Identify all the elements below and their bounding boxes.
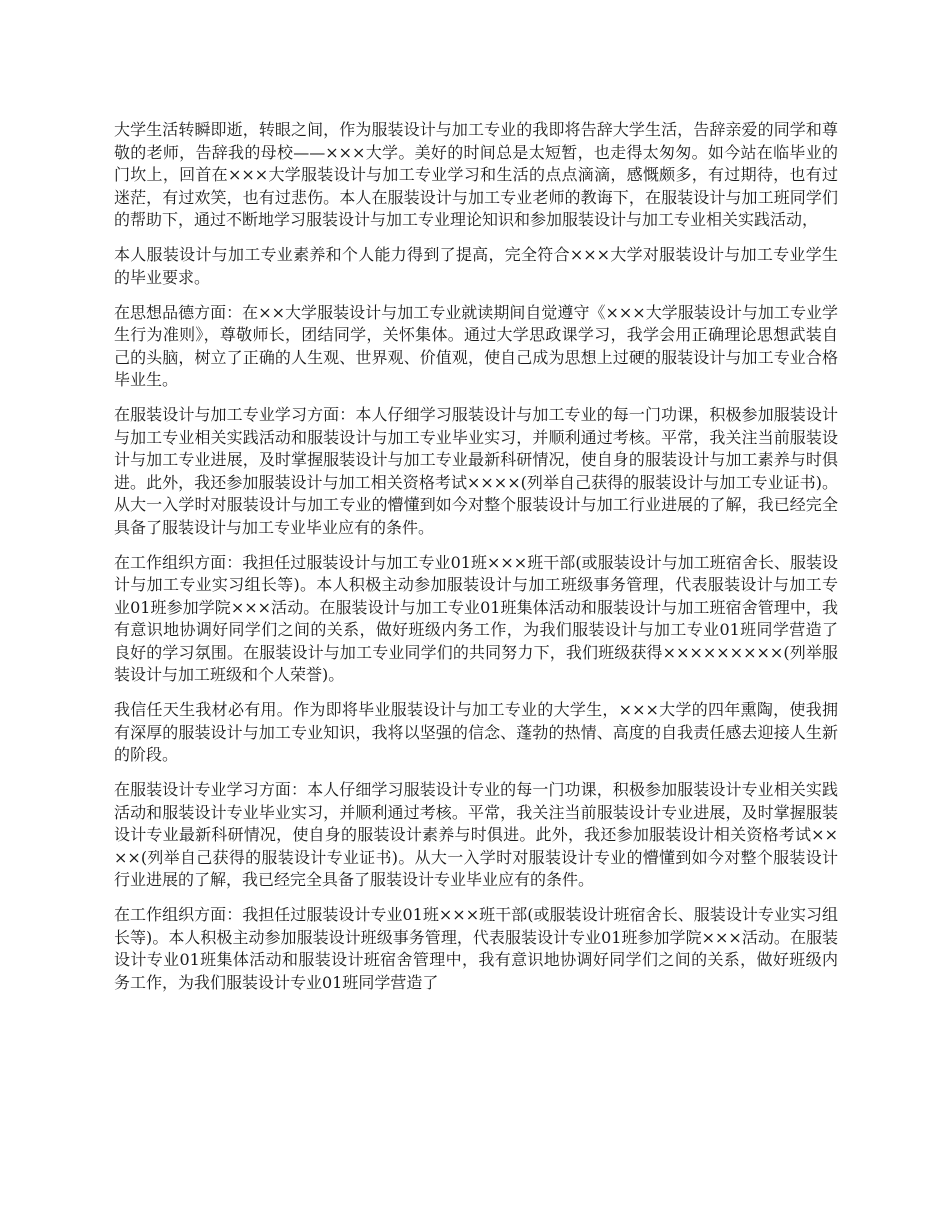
paragraph-intro: 大学生活转瞬即逝，转眼之间，作为服装设计与加工专业的我即将告辞大学生活，告辞亲爱的同学和尊敬的老师，告辞我的母校——×××大学。美好的时间总是太短暂，也走得太匆匆。如今站在临毕业的门坎上，回首在×××大学服装设计与加工专业学习和生活的点点滴滴，感慨颇多，有过期待，也有过迷茫，有过欢笑，也有过悲伤。本人在服装设计与加工专业老师的教诲下，在服装设计与加工班同学们的帮助下，通过不断地学习服装设计与加工专业理论知识和参加服装设计与加工专业相关实践活动， bbox=[114, 120, 838, 229]
paragraph-work-2: 在工作组织方面：我担任过服装设计专业01班×××班干部(或服装设计班宿舍长、服装设计专业实习组长等)。本人积极主动参加服装设计班级事务管理，代表服装设计专业01班参加学院×××活动。在服装设计专业01班集体活动和服装设计班宿舍管理中，我有意识地协调好同学们之间的关系，做好班级内务工作，为我们服装设计专业01班同学营造了 bbox=[114, 905, 838, 992]
paragraph-belief: 我信任天生我材必有用。作为即将毕业服装设计与加工专业的大学生，×××大学的四年熏陶，使我拥有深厚的服装设计与加工专业知识，我将以坚强的信念、蓬勃的热情、高度的自我责任感去迎接人生新的阶段。 bbox=[114, 700, 838, 764]
paragraph-study-2: 在服装设计专业学习方面：本人仔细学习服装设计专业的每一门功课，积极参加服装设计专业相关实践活动和服装设计专业毕业实习，并顺利通过考核。平常，我关注当前服装设计专业进展，及时掌握服装设计专业最新科研情况，使自身的服装设计素养与时俱进。此外，我还参加服装设计相关资格考试××××(列举自己获得的服装设计专业证书)。从大一入学时对服装设计专业的懵懂到如今对整个服装设计行业进展的了解，我已经完全具备了服装设计专业毕业应有的条件。 bbox=[114, 780, 838, 889]
paragraph-qualification: 本人服装设计与加工专业素养和个人能力得到了提高，完全符合×××大学对服装设计与加工专业学生的毕业要求。 bbox=[114, 245, 838, 287]
paragraph-work: 在工作组织方面：我担任过服装设计与加工专业01班×××班干部(或服装设计与加工班宿舍长、服装设计与加工专业实习组长等)。本人积极主动参加服装设计与加工班级事务管理，代表服装设计与加工专业01班参加学院×××活动。在服装设计与加工专业01班集体活动和服装设计与加工班宿舍管理中，我有意识地协调好同学们之间的关系，做好班级内务工作，为我们服装设计与加工专业01班同学营造了良好的学习氛围。在服装设计与加工专业同学们的共同努力下，我们班级获得×××××××××(列举服装设计与加工班级和个人荣誉)。 bbox=[114, 552, 838, 684]
document-body bbox=[114, 119, 838, 1007]
paragraph-ideology: 在思想品德方面：在××大学服装设计与加工专业就读期间自觉遵守《×××大学服装设计与加工专业学生行为准则》，尊敬师长，团结同学，关怀集体。通过大学思政课学习，我学会用正确理论思想武装自己的头脑，树立了正确的人生观、世界观、价值观，使自己成为思想上过硬的服装设计与加工专业合格毕业生。 bbox=[114, 302, 838, 389]
paragraph-study: 在服装设计与加工专业学习方面：本人仔细学习服装设计与加工专业的每一门功课，积极参加服装设计与加工专业相关实践活动和服装设计与加工专业毕业实习，并顺利通过考核。平常，我关注当前服装设计与加工专业进展，及时掌握服装设计与加工专业最新科研情况，使自身的服装设计与加工素养与时俱进。此外，我还参加服装设计与加工相关资格考试××××(列举自己获得的服装设计与加工专业证书)。从大一入学时对服装设计与加工专业的懵懂到如今对整个服装设计与加工行业进展的了解，我已经完全具备了服装设计与加工专业毕业应有的条件。 bbox=[114, 405, 838, 537]
